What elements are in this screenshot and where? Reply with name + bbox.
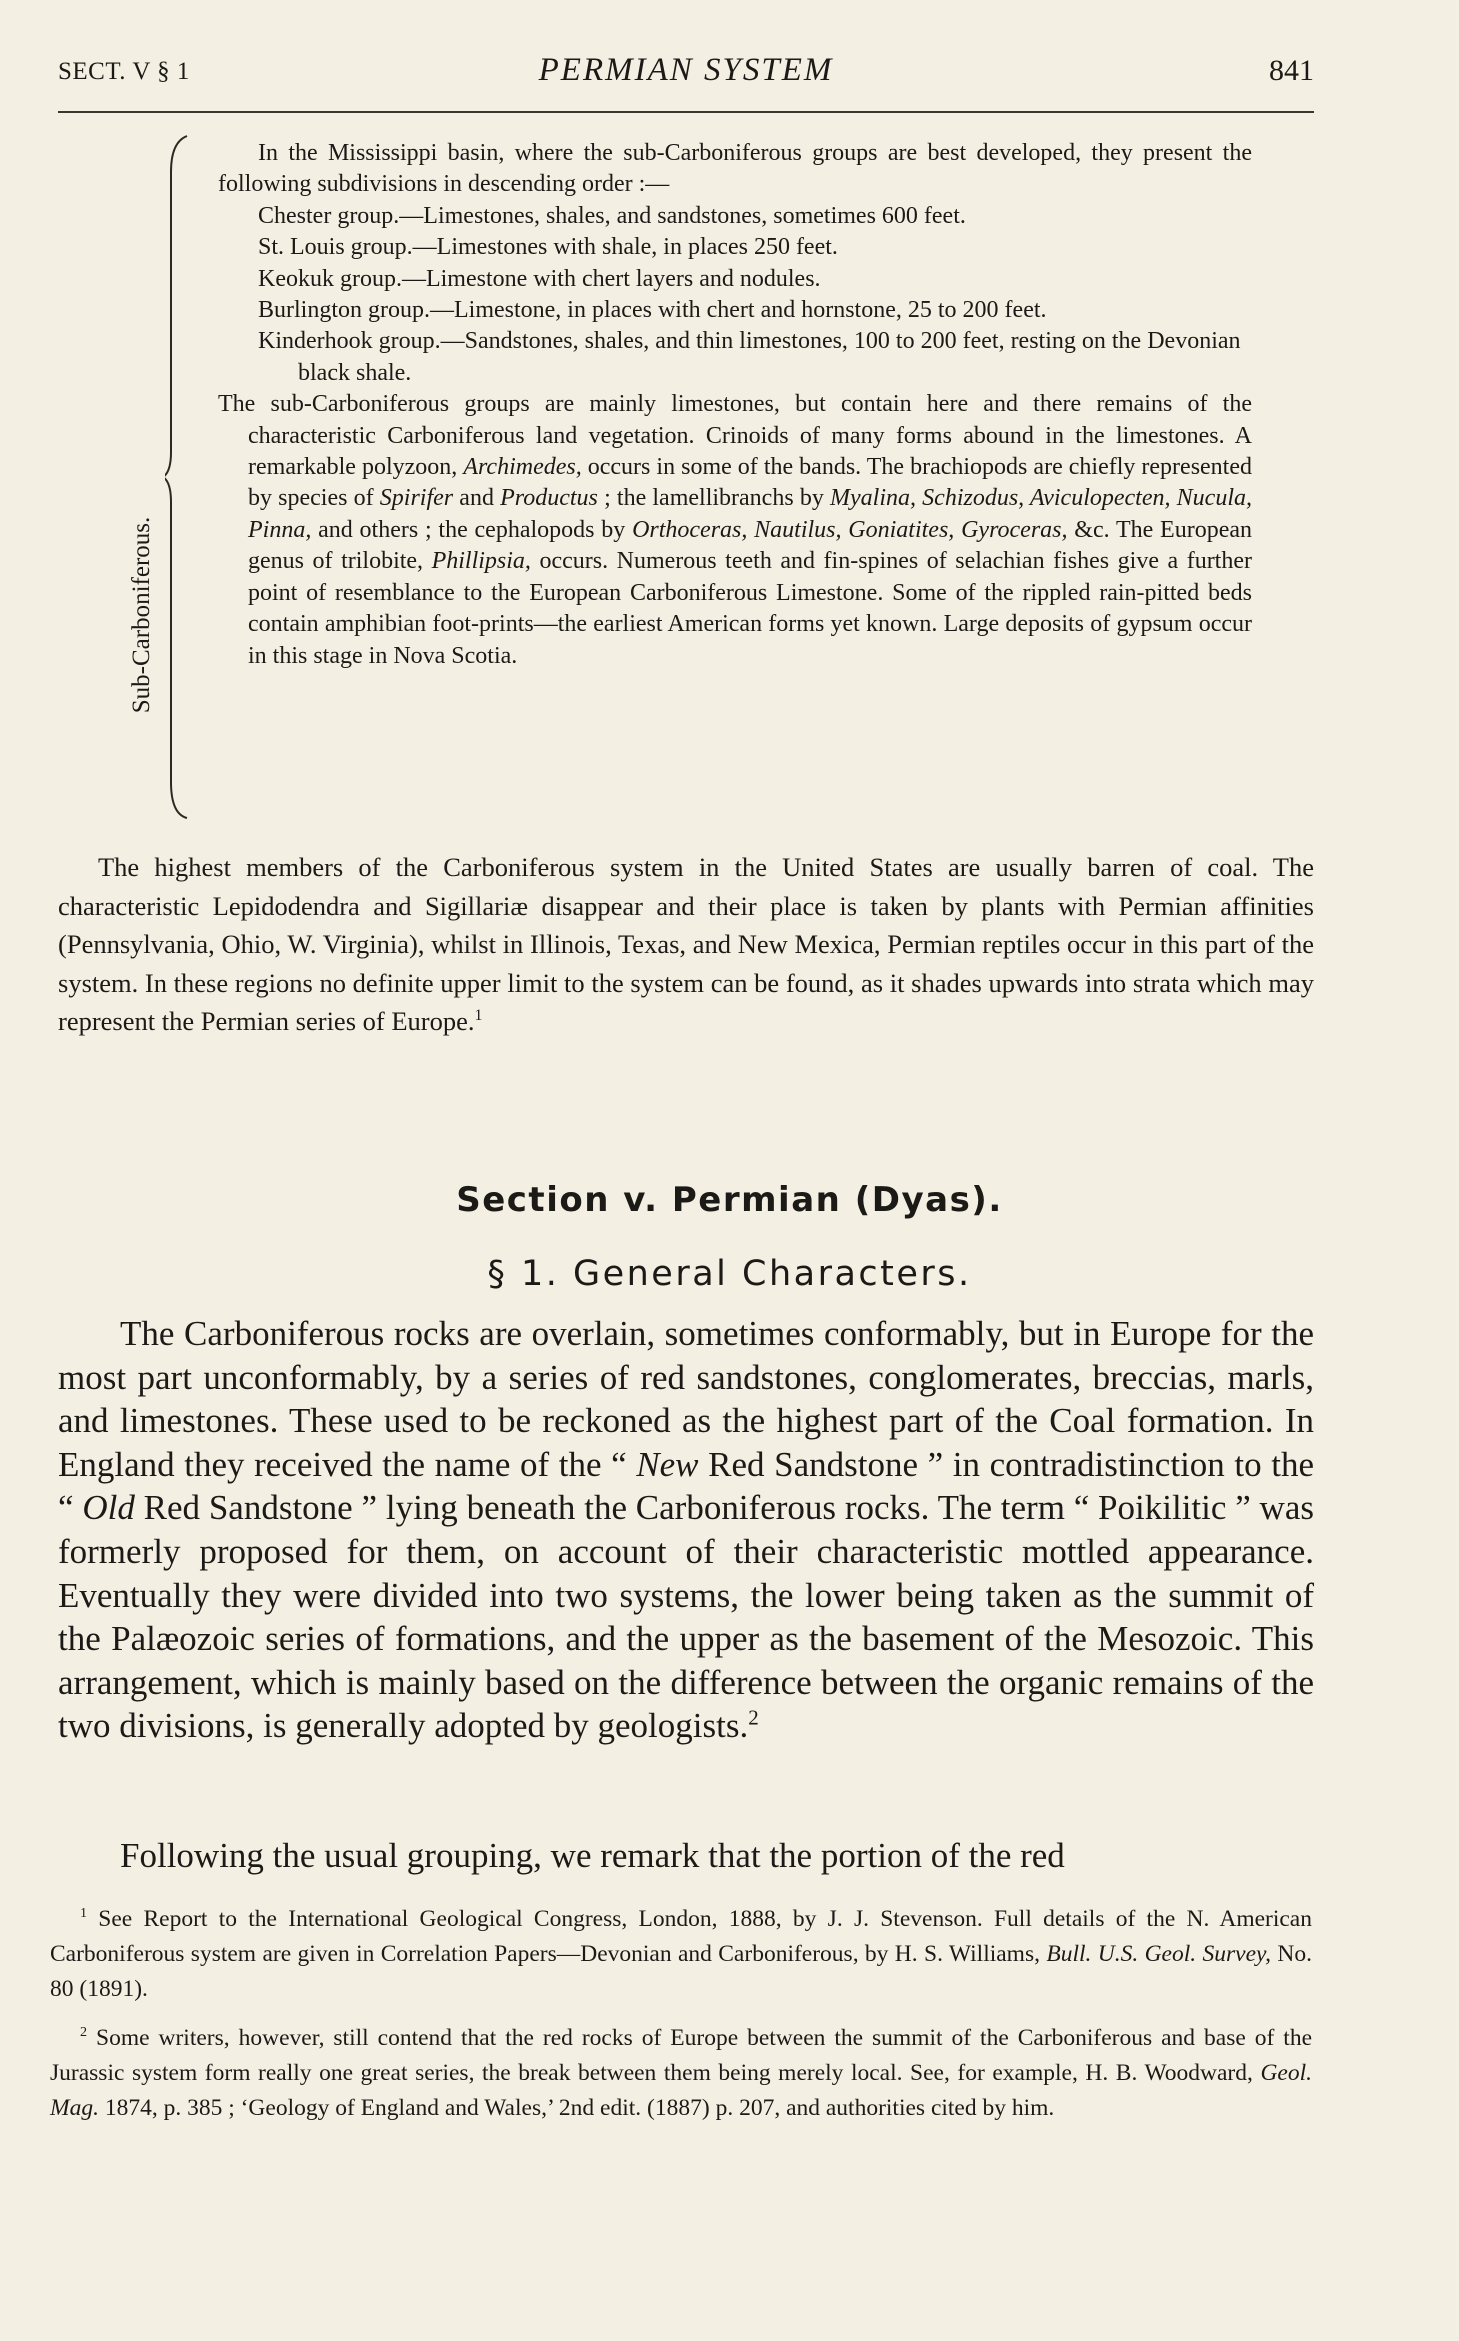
- sub-carboniferous-side-label: Sub-Carboniferous.: [128, 516, 155, 714]
- header-rule: [58, 111, 1314, 113]
- genus-phillipsia: Phillipsia,: [431, 548, 531, 575]
- group-chester: Chester group.—Limestones, shales, and sandstones, sometimes 600 feet.: [258, 202, 966, 229]
- sub-intro: In the Mississippi basin, where the sub-Carboniferous groups are best developed, they present the following subdivisions in descending order :—: [218, 140, 1252, 198]
- footnote-ref-1[interactable]: 1: [474, 1007, 483, 1025]
- running-title: PERMIAN SYSTEM: [538, 52, 834, 88]
- group-st-louis: St. Louis group.—Limestones with shale, in places 250 feet.: [258, 234, 838, 261]
- footnote-2: $^2$ Some writers, however, still contend that the red rocks of Europe between the summit of the Carboniferous and base of the Jurassic system form really one great series, the break between them being merely local. See, for example, H. B. Woodward, Geol. Mag. 1874, p. 385 ; ‘Geology of England and Wales,’ 2nd edit. (1887) p. 207, and authorities cited by him.: [50, 2024, 1312, 2121]
- genus-spirifer: Spirifer: [379, 485, 454, 512]
- citation-geol-mag: Geol. Mag.: [50, 2060, 1312, 2121]
- footnote-ref-2[interactable]: 2: [748, 1705, 759, 1730]
- lamellibranch-genera: Myalina, Schizodus, Aviculopecten, Nucula, Pinna,: [248, 485, 1252, 543]
- upper-carboniferous-paragraph: The highest members of the Carboniferous system in the United States are usually barren of coal. The characteristic Lepidodendra and Sigillariæ disappear and their place is taken by plants with Permian affinities (Pennsylvania, Ohio, W. Virginia), whilst in Illinois, Texas, and New Mexica, Permian reptiles occur in this part of the system. In these regions no definite upper limit to the system can be found, as it shades upwards into strata which may represent the Permian series of Europe.$^1$: [58, 852, 1314, 1037]
- general-characters-paragraph: The Carboniferous rocks are overlain, sometimes conformably, but in Europe for the most part unconformably, by a series of red sandstones, conglomerates, breccias, marls, and limestones. These used to be reckoned as the highest part of the Coal formation. In England they received the name of the “ New Red Sandstone ” in contradistinction to the “ Old Red Sandstone ” lying beneath the Carboniferous rocks. The term “ Poikilitic ” was formerly proposed for them, on account of their characteristic mottled appearance. Eventually they were divided into two systems, the lower being taken as the summit of the Palæozoic series of formations, and the upper as the basement of the Mesozoic. This arrangement, which is mainly based on the difference between the organic remains of the two divisions, is generally adopted by geologists.$^2$: [58, 1314, 1314, 1746]
- sub-carboniferous-block: [218, 138, 1252, 672]
- following-paragraph: Following the usual grouping, we remark that the portion of the red: [120, 1836, 1065, 1875]
- footnote-1: $^1$ See Report to the International Geological Congress, London, 1888, by J. J. Stevenson. Full details of the N. American Carboniferous system are given in Correlation Papers—Devonian and Carboniferous, by H. S. Williams, Bull. U.S. Geol. Survey, No. 80 (1891).: [50, 1905, 1312, 2002]
- page-number: 841: [1269, 54, 1314, 87]
- section-heading: Section v. Permian (Dyas).: [456, 1180, 1003, 1220]
- curly-brace: [165, 132, 191, 822]
- genus-productus: Productus: [500, 485, 598, 512]
- genus-archimedes: Archimedes,: [463, 454, 582, 481]
- new-italic: New: [636, 1444, 699, 1484]
- citation-bull: Bull. U.S. Geol. Survey,: [1046, 1941, 1272, 1967]
- cephalopod-genera: Orthoceras, Nautilus, Goniatites, Gyroceras,: [632, 516, 1068, 543]
- sub-fauna-paragraph: The sub-Carboniferous groups are mainly limestones, but contain here and there remains of the characteristic Carboniferous land vegetation. Crinoids of many forms abound in the limestones. A remarkable polyzoon, Archimedes, occurs in some of the bands. The brachiopods are chiefly represented by species of Spirifer and Productus ; the lamellibranchs by Myalina, Schizodus, Aviculopecten, Nucula, Pinna, and others ; the cephalopods by Orthoceras, Nautilus, Goniatites, Gyroceras, &c. The European genus of trilobite, Phillipsia, occurs. Numerous teeth and fin-spines of selachian fishes give a further point of resemblance to the European Carboniferous Limestone. Some of the rippled rain-pitted beds contain amphibian foot-prints—the earliest American forms yet known. Large deposits of gypsum occur in this stage in Nova Scotia.: [218, 391, 1253, 669]
- group-keokuk: Keokuk group.—Limestone with chert layers and nodules.: [258, 265, 821, 292]
- section-ref: SECT. V § 1: [58, 58, 190, 85]
- old-italic: Old: [82, 1488, 135, 1528]
- group-burlington: Burlington group.—Limestone, in places with chert and hornstone, 25 to 200 feet.: [258, 297, 1047, 324]
- running-header: [58, 50, 1314, 94]
- subsection-heading: § 1. General Characters.: [487, 1254, 972, 1294]
- group-kinderhook: Kinderhook group.—Sandstones, shales, and thin limestones, 100 to 200 feet, resting on the Devonian black shale.: [258, 328, 1241, 386]
